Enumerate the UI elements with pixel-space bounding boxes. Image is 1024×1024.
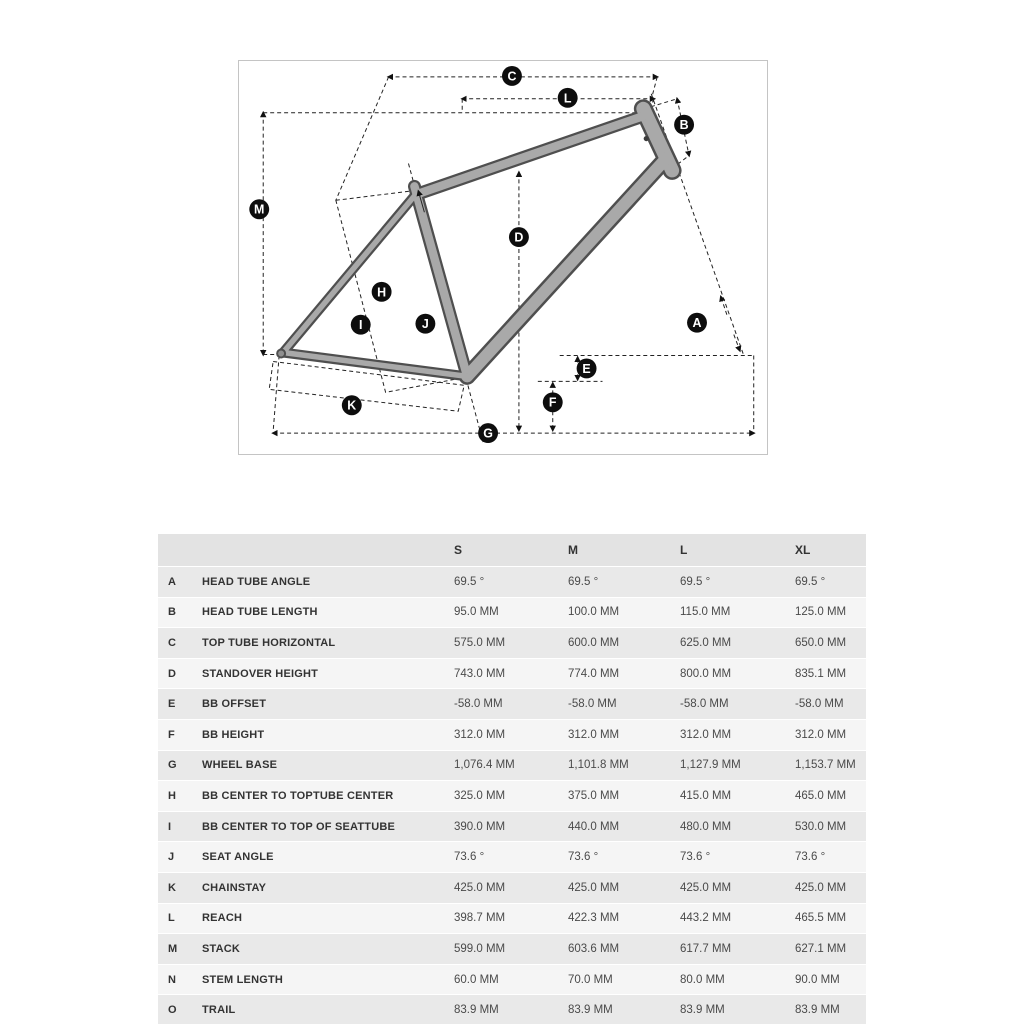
row-value: 480.0 MM <box>680 820 732 833</box>
row-value: 465.5 MM <box>795 912 847 925</box>
svg-text:L: L <box>563 91 572 106</box>
table-row <box>158 567 866 598</box>
row-value: 835.1 MM <box>795 667 847 680</box>
row-value: 69.5 ° <box>454 575 485 588</box>
table-row <box>158 628 866 659</box>
svg-text:B: B <box>679 118 689 133</box>
row-value: 80.0 MM <box>680 973 725 986</box>
row-value: -58.0 MM <box>680 698 729 711</box>
row-value: 73.6 ° <box>680 851 711 864</box>
row-value: 625.0 MM <box>680 636 732 649</box>
header-spacer-key <box>158 534 202 566</box>
row-value: 69.5 ° <box>680 575 711 588</box>
row-name: TOP TUBE HORIZONTAL <box>202 636 336 649</box>
svg-text:A: A <box>692 316 702 331</box>
row-name: BB CENTER TO TOP OF SEATTUBE <box>202 820 396 833</box>
rear-dropout <box>277 350 285 358</box>
table-row <box>158 934 866 965</box>
frame-geometry-svg <box>239 61 767 454</box>
label-badge-k <box>342 395 362 415</box>
row-value: 575.0 MM <box>454 636 506 649</box>
table-row <box>158 873 866 904</box>
row-value: 1,127.9 MM <box>680 759 741 772</box>
row-value: 312.0 MM <box>680 728 732 741</box>
label-badge-l <box>558 88 578 108</box>
geometry-diagram <box>238 60 768 455</box>
row-key: I <box>168 820 172 833</box>
row-name: TRAIL <box>202 1004 236 1017</box>
row-name: REACH <box>202 912 243 925</box>
row-key: C <box>168 636 176 649</box>
row-value: 125.0 MM <box>795 606 847 619</box>
row-value: 83.9 MM <box>795 1004 840 1017</box>
size-column-s: S <box>454 543 463 557</box>
row-value: 600.0 MM <box>568 636 620 649</box>
svg-text:F: F <box>548 395 557 410</box>
row-name: STACK <box>202 942 241 955</box>
label-badge-a <box>687 313 707 333</box>
svg-text:H: H <box>377 285 387 300</box>
svg-text:K: K <box>347 398 357 413</box>
row-key: J <box>168 851 175 864</box>
svg-text:C: C <box>507 69 517 84</box>
row-name: BB OFFSET <box>202 698 267 711</box>
row-value: 73.6 ° <box>568 851 599 864</box>
size-column-m: M <box>568 543 578 557</box>
row-name: STANDOVER HEIGHT <box>202 667 319 680</box>
row-key: B <box>168 606 176 619</box>
label-badge-j <box>415 314 435 334</box>
row-key: N <box>168 973 176 986</box>
row-name: HEAD TUBE LENGTH <box>202 606 318 619</box>
row-value: 115.0 MM <box>680 606 731 619</box>
row-key: D <box>168 667 176 680</box>
label-badge-b <box>674 115 694 135</box>
label-badge-m <box>249 199 269 219</box>
row-value: 425.0 MM <box>568 881 620 894</box>
label-badge-i <box>351 315 371 335</box>
row-value: 627.1 MM <box>795 942 847 955</box>
table-row <box>158 598 866 629</box>
label-badge-c <box>502 66 522 86</box>
row-value: 390.0 MM <box>454 820 506 833</box>
row-value: 83.9 MM <box>680 1004 725 1017</box>
geometry-table-header <box>158 534 866 567</box>
row-value: 1,101.8 MM <box>568 759 629 772</box>
row-name: CHAINSTAY <box>202 881 267 894</box>
row-value: 70.0 MM <box>568 973 613 986</box>
row-value: 100.0 MM <box>568 606 620 619</box>
row-value: 1,153.7 MM <box>795 759 856 772</box>
row-value: 83.9 MM <box>454 1004 499 1017</box>
row-value: 425.0 MM <box>454 881 506 894</box>
row-value: 530.0 MM <box>795 820 847 833</box>
label-badge-g <box>478 423 498 443</box>
row-name: HEAD TUBE ANGLE <box>202 575 311 588</box>
row-key: M <box>168 942 178 955</box>
label-badge-d <box>509 227 529 247</box>
row-value: 60.0 MM <box>454 973 499 986</box>
label-badge-h <box>372 282 392 302</box>
headtube-port-dot <box>644 136 649 141</box>
svg-text:I: I <box>358 318 363 333</box>
svg-text:J: J <box>421 317 429 332</box>
row-name: WHEEL BASE <box>202 759 278 772</box>
row-key: O <box>168 1004 177 1017</box>
header-spacer-name <box>202 534 454 566</box>
row-key: E <box>168 698 176 711</box>
row-value: 73.6 ° <box>795 851 826 864</box>
row-value: 398.7 MM <box>454 912 506 925</box>
row-key: G <box>168 759 177 772</box>
table-row <box>158 781 866 812</box>
label-badge-f <box>543 392 563 412</box>
row-value: 312.0 MM <box>454 728 506 741</box>
row-key: K <box>168 881 176 894</box>
row-value: 425.0 MM <box>795 881 847 894</box>
row-value: 325.0 MM <box>454 789 506 802</box>
row-value: 69.5 ° <box>568 575 599 588</box>
row-key: F <box>168 728 175 741</box>
geometry-table <box>158 534 866 1024</box>
row-value: 83.9 MM <box>568 1004 613 1017</box>
frame-outline <box>283 109 672 377</box>
row-name: SEAT ANGLE <box>202 851 274 864</box>
row-value: -58.0 MM <box>454 698 503 711</box>
row-value: 425.0 MM <box>680 881 732 894</box>
row-value: 375.0 MM <box>568 789 620 802</box>
row-value: 743.0 MM <box>454 667 506 680</box>
row-value: 440.0 MM <box>568 820 620 833</box>
row-value: 95.0 MM <box>454 606 499 619</box>
frame-fill <box>283 109 672 377</box>
row-key: H <box>168 789 176 802</box>
row-name: STEM LENGTH <box>202 973 284 986</box>
table-row <box>158 720 866 751</box>
geometry-table-body <box>158 567 866 1024</box>
row-value: 312.0 MM <box>568 728 620 741</box>
row-value: 415.0 MM <box>680 789 732 802</box>
row-name: BB CENTER TO TOPTUBE CENTER <box>202 789 394 802</box>
row-name: BB HEIGHT <box>202 728 265 741</box>
table-row <box>158 659 866 690</box>
svg-text:M: M <box>254 202 265 217</box>
table-row <box>158 995 866 1024</box>
row-value: 422.3 MM <box>568 912 620 925</box>
frame-silhouette <box>277 109 672 377</box>
size-column-xl: XL <box>795 543 811 557</box>
row-value: 73.6 ° <box>454 851 485 864</box>
row-value: 800.0 MM <box>680 667 732 680</box>
row-value: 69.5 ° <box>795 575 826 588</box>
row-value: 599.0 MM <box>454 942 506 955</box>
row-value: 312.0 MM <box>795 728 847 741</box>
row-value: -58.0 MM <box>795 698 844 711</box>
svg-text:E: E <box>582 361 591 376</box>
row-value: 465.0 MM <box>795 789 847 802</box>
row-value: 443.2 MM <box>680 912 732 925</box>
table-row <box>158 965 866 996</box>
row-value: -58.0 MM <box>568 698 617 711</box>
row-value: 774.0 MM <box>568 667 620 680</box>
label-badge-e <box>577 358 597 378</box>
table-row <box>158 904 866 935</box>
row-value: 90.0 MM <box>795 973 840 986</box>
size-column-l: L <box>680 543 688 557</box>
table-row <box>158 689 866 720</box>
row-value: 650.0 MM <box>795 636 847 649</box>
svg-text:G: G <box>483 426 493 441</box>
table-row <box>158 812 866 843</box>
row-value: 617.7 MM <box>680 942 732 955</box>
svg-text:D: D <box>514 230 524 245</box>
row-value: 1,076.4 MM <box>454 759 515 772</box>
table-row <box>158 842 866 873</box>
table-row <box>158 751 866 782</box>
row-key: A <box>168 575 176 588</box>
row-key: L <box>168 912 175 925</box>
row-value: 603.6 MM <box>568 942 620 955</box>
